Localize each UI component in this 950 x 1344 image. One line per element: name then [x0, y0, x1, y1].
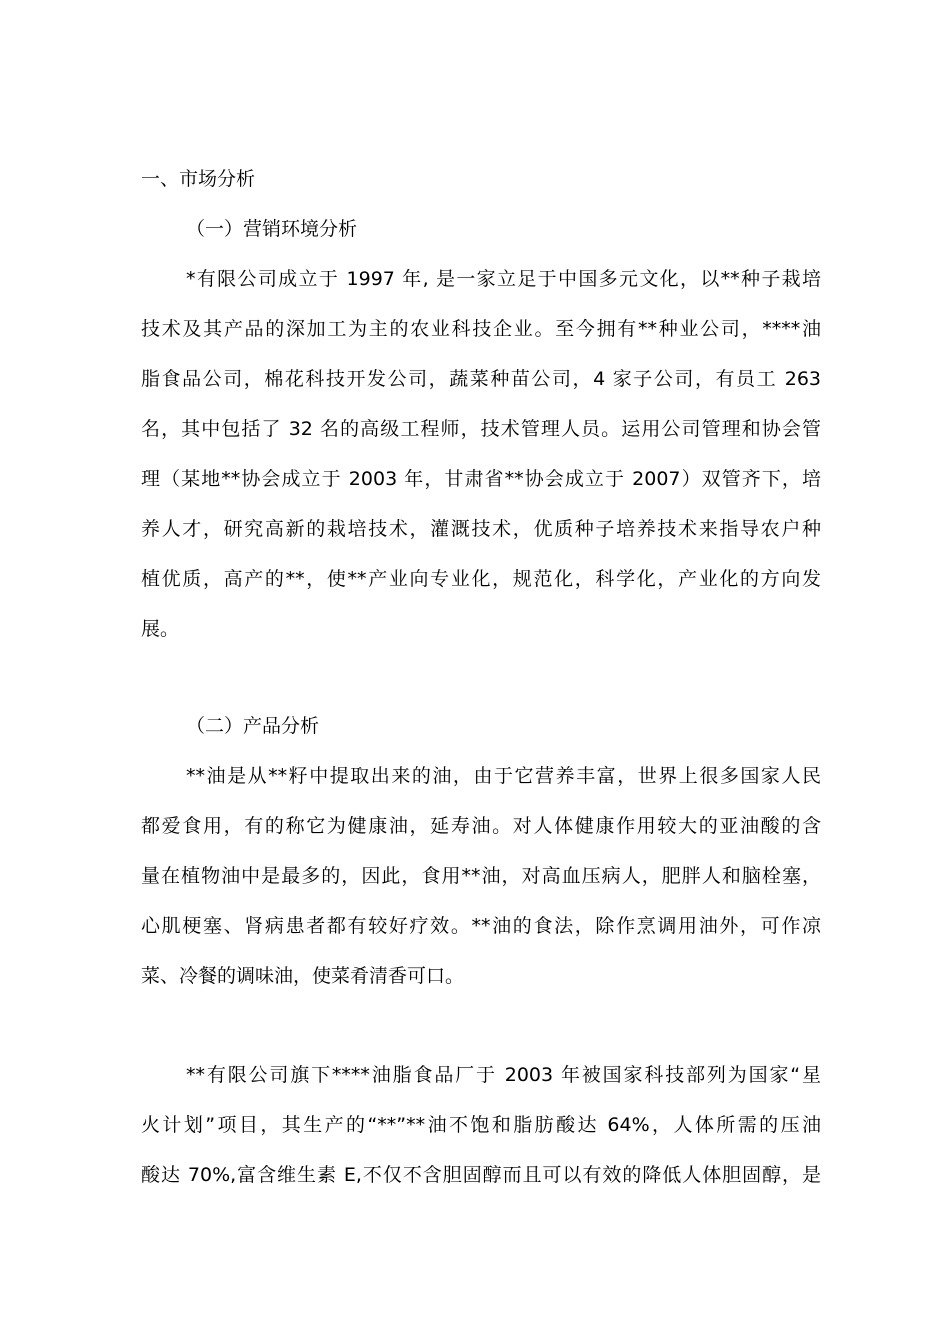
paragraph-line: 名，其中包括了 32 名的高级工程师，技术管理人员。运用公司管理和协会管: [141, 418, 821, 440]
section-heading: 一、市场分析: [141, 168, 256, 190]
paragraph-line: 量在植物油中是最多的，因此，食用**油，对高血压病人，肥胖人和脑栓塞，: [141, 865, 821, 887]
paragraph-line: 植优质，高产的**，使**产业向专业化，规范化，科学化，产业化的方向发: [141, 568, 821, 590]
paragraph-line: **油是从**籽中提取出来的油，由于它营养丰富，世界上很多国家人民: [186, 765, 821, 787]
subheading-product-analysis: （二）产品分析: [186, 715, 320, 737]
subheading-marketing-environment: （一）营销环境分析: [186, 218, 358, 240]
paragraph-line: 展。: [141, 618, 180, 640]
paragraph-line: *有限公司成立于 1997 年, 是一家立足于中国多元文化，以**种子栽培: [186, 268, 821, 290]
paragraph-line: 火计划”项目，其生产的“**”**油不饱和脂肪酸达 64%，人体所需的压油: [141, 1114, 821, 1136]
paragraph-line: **有限公司旗下****油脂食品厂于 2003 年被国家科技部列为国家“星: [186, 1064, 821, 1086]
paragraph-line: 理（某地**协会成立于 2003 年，甘肃省**协会成立于 2007）双管齐下，培: [141, 468, 821, 490]
paragraph-line: 酸达 70%,富含维生素 E,不仅不含胆固醇而且可以有效的降低人体胆固醇，是: [141, 1164, 821, 1186]
paragraph-line: 脂食品公司，棉花科技开发公司，蔬菜种苗公司，4 家子公司，有员工 263: [141, 368, 821, 390]
paragraph-line: 技术及其产品的深加工为主的农业科技企业。至今拥有**种业公司，****油: [141, 318, 821, 340]
paragraph-line: 养人才，研究高新的栽培技术，灌溉技术，优质种子培养技术来指导农户种: [141, 518, 821, 540]
paragraph-line: 心肌梗塞、肾病患者都有较好疗效。**油的食法，除作烹调用油外，可作凉: [141, 915, 821, 937]
paragraph-line: 菜、冷餐的调味油，使菜肴清香可口。: [141, 965, 465, 987]
paragraph-line: 都爱食用，有的称它为健康油，延寿油。对人体健康作用较大的亚油酸的含: [141, 815, 821, 837]
